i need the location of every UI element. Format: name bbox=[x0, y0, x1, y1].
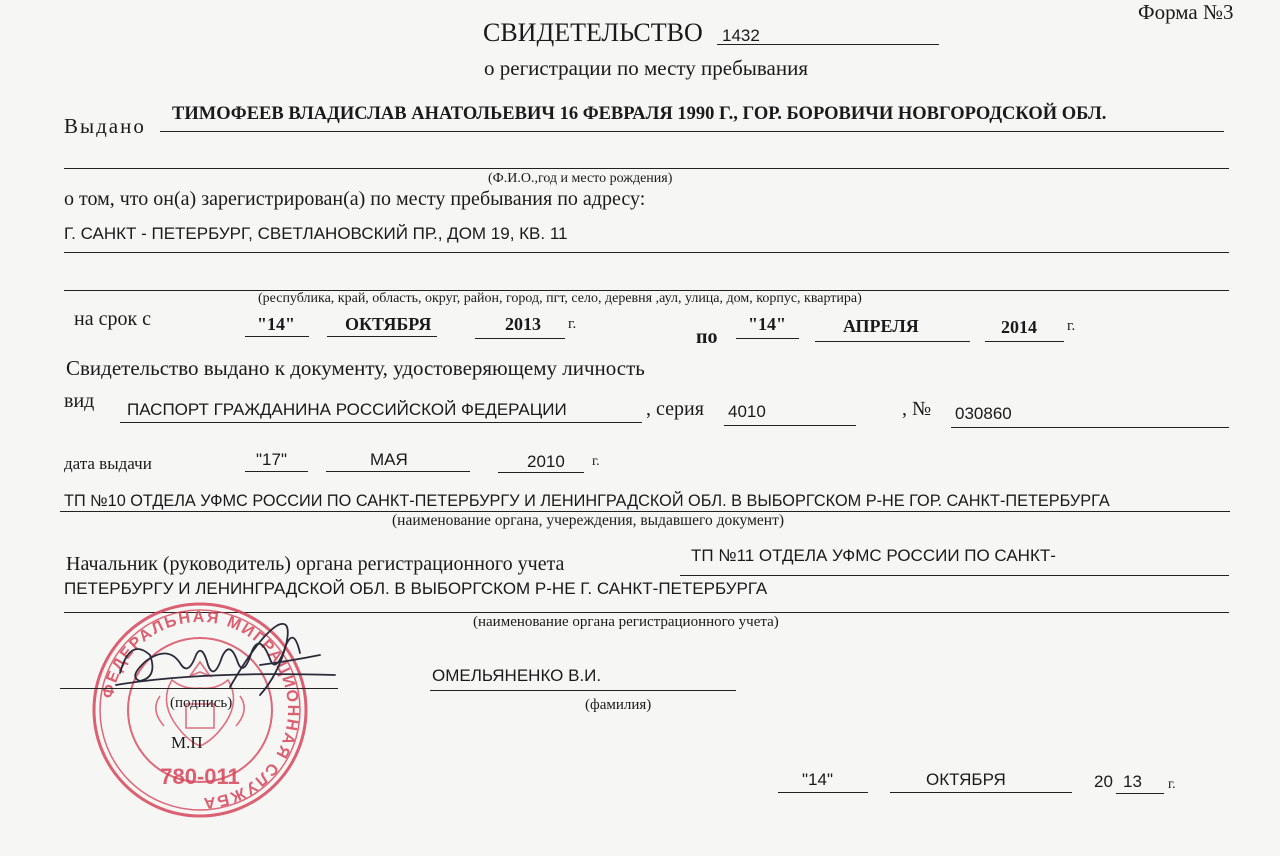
registration-authority-caption: (наименование органа регистрационного учета) bbox=[473, 614, 779, 630]
period-to-label: по bbox=[696, 326, 718, 348]
issue-date-month: МАЯ bbox=[370, 450, 408, 469]
issued-to-line-2 bbox=[64, 168, 1229, 169]
document-title: СВИДЕТЕЛЬСТВО bbox=[483, 18, 703, 47]
sign-date-day: "14" bbox=[802, 770, 833, 789]
registration-authority-line-1 bbox=[680, 575, 1229, 576]
period-to-day: "14" bbox=[748, 314, 786, 334]
identity-doc-type-line bbox=[120, 422, 642, 423]
issue-date-year-suffix: г. bbox=[592, 454, 600, 469]
period-from-day: "14" bbox=[257, 314, 295, 334]
seal-label: М.П bbox=[171, 733, 203, 752]
identity-doc-series-label: , серия bbox=[646, 398, 704, 420]
surname-caption: (фамилия) bbox=[585, 697, 652, 713]
issuer-caption: (наименование органа, учереждения, выдавшего документ) bbox=[392, 512, 785, 529]
period-from-year: 2013 bbox=[505, 314, 541, 334]
issued-to-value: ТИМОФЕЕВ ВЛАДИСЛАВ АНАТОЛЬЕВИЧ 16 ФЕВРАЛЯ 1990 Г., ГОР. БОРОВИЧИ НОВГОРОДСКОЙ ОБЛ. bbox=[172, 104, 1107, 124]
period-to-month-line bbox=[815, 341, 970, 342]
sign-date-suffix: г. bbox=[1168, 777, 1176, 792]
issue-date-label: дата выдачи bbox=[64, 454, 152, 473]
issue-date-month-line bbox=[326, 471, 470, 472]
sign-date-month: ОКТЯБРЯ bbox=[926, 770, 1006, 789]
address-caption: (республика, край, область, округ, район, город, пгт, село, деревня ,аул, улица, дом, корпус, квартира) bbox=[258, 291, 862, 306]
identity-doc-number-label: , № bbox=[902, 398, 932, 420]
stamp-code: 780-011 bbox=[160, 764, 240, 789]
stamp-arc-text: ФЕДЕРАЛЬНАЯ МИГРАЦИОННАЯ СЛУЖБА bbox=[99, 608, 302, 812]
period-label: на срок с bbox=[74, 308, 152, 330]
issue-date-day-line bbox=[245, 471, 308, 472]
registration-authority-value-2: ПЕТЕРБУРГУ И ЛЕНИНГРАДСКОЙ ОБЛ. В ВЫБОРГСКОМ Р-НЕ Г. САНКТ-ПЕТЕРБУРГА bbox=[64, 579, 768, 598]
form-number: Форма №3 bbox=[1138, 0, 1234, 24]
document-subtitle: о регистрации по месту пребывания bbox=[484, 56, 809, 80]
address-line bbox=[64, 252, 1229, 253]
period-from-year-line bbox=[475, 338, 565, 339]
signature-caption: (подпись) bbox=[170, 695, 233, 711]
certificate-number: 1432 bbox=[722, 26, 760, 45]
period-to-month: АПРЕЛЯ bbox=[843, 316, 919, 336]
surname-value: ОМЕЛЬЯНЕНКО В.И. bbox=[432, 666, 602, 685]
issue-date-year-line bbox=[498, 472, 584, 473]
issued-to-label: Выдано bbox=[64, 114, 146, 138]
period-to-day-line bbox=[736, 338, 799, 339]
sign-date-year: 13 bbox=[1123, 772, 1142, 791]
registration-authority-label: Начальник (руководитель) органа регистрационного учета bbox=[66, 553, 565, 575]
sign-date-day-line bbox=[778, 792, 868, 793]
period-from-year-suffix: г. bbox=[568, 316, 577, 332]
identity-doc-type-value: ПАСПОРТ ГРАЖДАНИНА РОССИЙСКОЙ ФЕДЕРАЦИИ bbox=[127, 400, 567, 419]
sign-date-month-line bbox=[890, 792, 1072, 793]
identity-doc-intro: Свидетельство выдано к документу, удостоверяющему личность bbox=[66, 356, 645, 380]
registration-authority-value-1: ТП №11 ОТДЕЛА УФМС РОССИИ ПО САНКТ- bbox=[691, 546, 1056, 565]
identity-doc-series-line bbox=[724, 425, 856, 426]
period-to-year-line bbox=[985, 341, 1064, 342]
period-from-month: ОКТЯБРЯ bbox=[345, 314, 432, 334]
identity-doc-number-value: 030860 bbox=[955, 404, 1012, 423]
issue-date-year: 2010 bbox=[527, 452, 565, 471]
period-from-day-line bbox=[245, 336, 309, 337]
identity-doc-type-label: вид bbox=[64, 390, 95, 412]
signature-line bbox=[60, 688, 338, 689]
address-value: Г. САНКТ - ПЕТЕРБУРГ, СВЕТЛАНОВСКИЙ ПР., ДОМ 19, КВ. 11 bbox=[64, 224, 568, 243]
issued-to-line bbox=[160, 131, 1224, 132]
sign-date-year-line bbox=[1116, 793, 1164, 794]
issue-date-day: "17" bbox=[256, 450, 287, 469]
period-from-month-line bbox=[327, 336, 437, 337]
address-intro: о том, что он(а) зарегистрирован(а) по месту пребывания по адресу: bbox=[64, 188, 646, 210]
identity-doc-series-value: 4010 bbox=[728, 402, 766, 421]
sign-date-century: 20 bbox=[1094, 772, 1113, 791]
identity-doc-number-line bbox=[951, 427, 1229, 428]
issued-to-caption: (Ф.И.О.,год и место рождения) bbox=[488, 171, 673, 186]
issuer-value: ТП №10 ОТДЕЛА УФМС РОССИИ ПО САНКТ-ПЕТЕРБУРГУ И ЛЕНИНГРАДСКОЙ ОБЛ. В ВЫБОРГСКОМ Р-НЕ ГОР. САНКТ-ПЕТЕРБУРГА bbox=[64, 492, 1110, 510]
period-to-year: 2014 bbox=[1001, 317, 1037, 337]
period-to-year-suffix: г. bbox=[1067, 318, 1076, 334]
certificate-number-line bbox=[717, 44, 939, 45]
surname-line bbox=[430, 690, 736, 691]
